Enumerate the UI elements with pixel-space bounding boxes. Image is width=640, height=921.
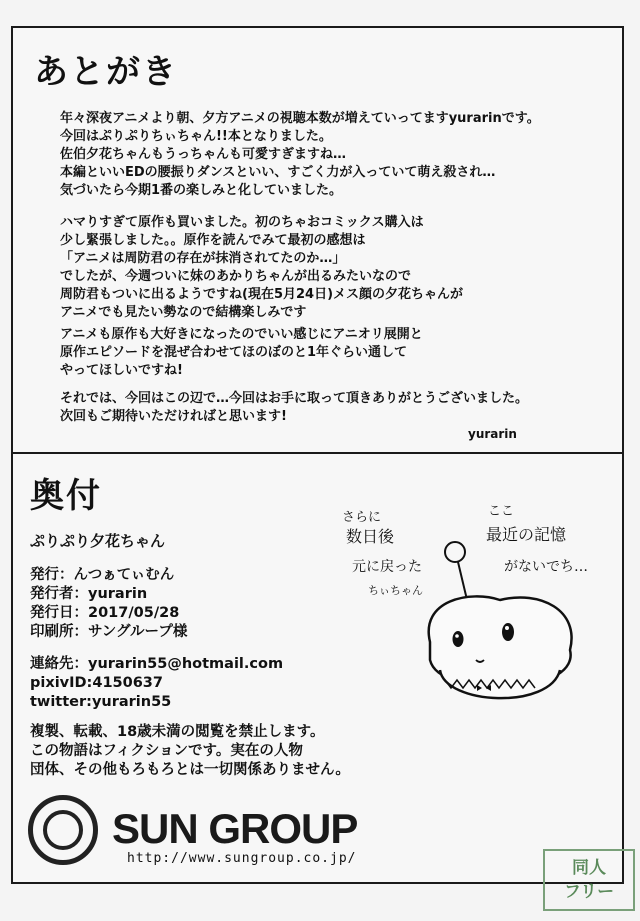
text-line: 「アニメは周防君の存在が抹消されてたのか…」: [60, 251, 346, 266]
detail-line: 発行：んつぁてぃむん: [30, 567, 175, 583]
afterword-paragraph-1: [60, 110, 540, 200]
text-line: アニメも原作も大好きになったのでいい感じにアニオリ展開と: [60, 327, 423, 342]
legal-notices: [30, 723, 350, 780]
text-line: アニメでも見たい勢なので結構楽しみです: [60, 305, 307, 320]
afterword-paragraph-3: [60, 326, 423, 380]
notice-line: 団体、その他もろもろとは一切関係ありません。: [30, 762, 350, 778]
text-line: 本編といいEDの腰振りダンスといい、すごく力が入っていて萌え殺され…: [60, 165, 496, 180]
handwritten-note-left-1: さらに: [342, 510, 382, 525]
author-signature: yurarin: [468, 427, 517, 441]
notice-line: 複製、転載、18歳未満の閲覧を禁止します。: [30, 724, 325, 740]
detail-line: 印刷所：サングループ様: [30, 624, 188, 640]
afterword-paragraph-2: [60, 214, 463, 322]
afterword-heading: あとがき: [34, 52, 178, 92]
text-line: それでは、今回はこの辺で…今回はお手に取って頂きありがとうございました。: [60, 391, 529, 406]
text-line: ハマりすぎて原作も買いました。初のちゃおコミックス購入は: [60, 215, 424, 230]
text-line: 今回はぷりぷりちぃちゃん!!本となりました。: [60, 129, 332, 144]
printer-url: http://www.sungroup.co.jp/: [127, 851, 357, 866]
logo-inner-ring: [43, 810, 83, 850]
stamp-line-2: フリー: [563, 882, 615, 902]
notice-line: この物語はフィクションです。実在の人物: [30, 743, 303, 759]
afterword-paragraph-4: [60, 390, 528, 426]
contact-line: 連絡先：yurarin55@hotmail.com: [30, 656, 284, 672]
handwritten-note-left-2: 数日後: [346, 527, 395, 546]
text-line: 気づいたら今期1番の楽しみと化していました。: [60, 183, 343, 198]
text-line: 年々深夜アニメより朝、夕方アニメの視聴本数が増えていってますyurarinです。: [60, 111, 540, 126]
doujin-free-stamp: [543, 849, 635, 911]
stamp-line-1: 同人: [572, 858, 606, 878]
publication-details: [30, 566, 187, 642]
text-line: やってほしいですね!: [60, 363, 183, 378]
handwritten-note-right-2: 最近の記憶: [486, 525, 567, 544]
contact-line: twitter:yurarin55: [30, 694, 172, 710]
handwritten-note-left-4: ちぃちゃん: [368, 584, 423, 597]
section-divider: [13, 452, 622, 454]
text-line: でしたが、今週ついに妹のあかりちゃんが出るみたいなので: [60, 269, 412, 284]
contact-line: pixivID:4150637: [30, 675, 163, 691]
character-drawing: [400, 520, 600, 730]
contact-details: [30, 655, 283, 712]
sun-group-logo-icon: [28, 795, 98, 865]
colophon-heading: 奥付: [30, 476, 102, 516]
handwritten-note-right-3: がないでち…: [504, 559, 588, 575]
book-title: ぷりぷり夕花ちゃん: [30, 532, 166, 550]
text-line: 佐伯夕花ちゃんもうっちゃんも可愛すぎますね…: [60, 147, 347, 162]
printer-logo-text: SUN GROUP: [112, 805, 358, 852]
text-line: 周防君もついに出るようですね(現在5月24日)メス顔の夕花ちゃんが: [60, 287, 464, 302]
text-line: 原作エピソードを混ぜ合わせてほのぼのと1年ぐらい通して: [60, 345, 408, 360]
detail-line: 発行者：yurarin: [30, 586, 148, 602]
text-line: 次回もご期待いただければと思います!: [60, 409, 287, 424]
detail-line: 発行日：2017/05/28: [30, 605, 180, 621]
handwritten-note-left-3: 元に戻った: [352, 559, 422, 575]
text-line: 少し緊張しました。。原作を読んでみて最初の感想は: [60, 233, 366, 248]
handwritten-note-right-1: ここ: [488, 504, 515, 519]
